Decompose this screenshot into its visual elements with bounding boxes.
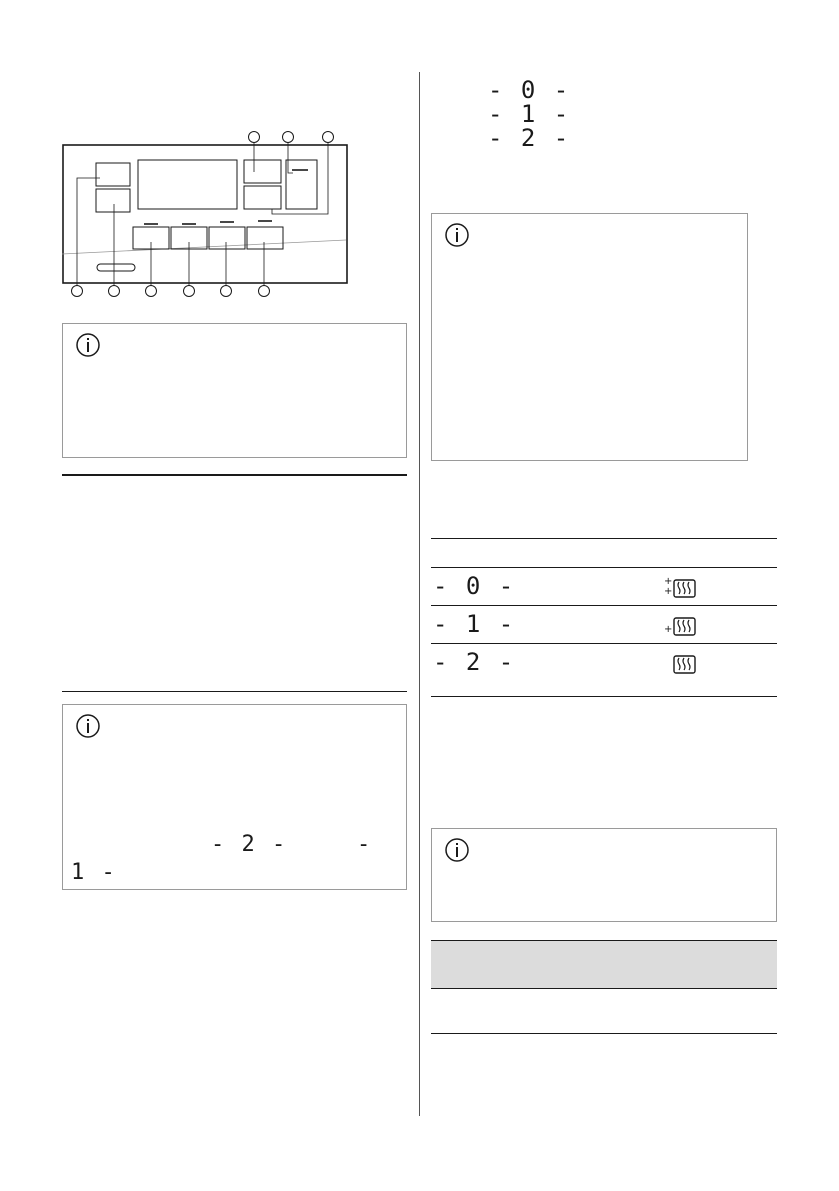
panel-button-tall xyxy=(286,160,317,209)
panel-slot xyxy=(97,264,135,271)
segment-display-level-cont: 1 - xyxy=(71,860,117,885)
table-header-shaded xyxy=(431,940,777,988)
panel-button-top xyxy=(244,160,281,183)
heat-high-icon xyxy=(663,574,703,600)
panel-option-button-4 xyxy=(247,227,283,249)
level-display-0: - 0 - xyxy=(488,76,571,104)
table-segment-2: - 2 - xyxy=(433,648,516,676)
panel-button-2 xyxy=(96,189,130,212)
panel-button-bottom xyxy=(244,186,281,209)
section-rule-thin xyxy=(62,691,407,692)
table-bottom-rule xyxy=(431,696,777,697)
panel-button-1 xyxy=(96,163,130,186)
info-note-3 xyxy=(431,213,748,461)
svg-text:+: + xyxy=(664,586,673,597)
segment-display-dash: - xyxy=(357,832,373,857)
column-separator xyxy=(419,72,420,1116)
info-icon xyxy=(444,837,470,863)
heat-medium-icon xyxy=(663,612,703,638)
info-icon xyxy=(444,222,470,248)
info-note-1 xyxy=(62,323,407,458)
table-row xyxy=(431,568,777,605)
info-note-2 xyxy=(62,704,407,890)
table-row-rule xyxy=(431,988,777,989)
table-row xyxy=(431,606,777,643)
panel-display xyxy=(138,160,237,209)
table-segment-0: - 0 - xyxy=(433,572,516,600)
svg-text:+: + xyxy=(664,624,673,635)
info-icon xyxy=(75,713,101,739)
table-row xyxy=(431,644,777,696)
level-display-2: - 2 - xyxy=(488,124,571,152)
info-icon xyxy=(75,332,101,358)
level-display-1: - 1 - xyxy=(488,100,571,128)
table-bottom-rule xyxy=(431,1033,777,1034)
table-segment-1: - 1 - xyxy=(433,610,516,638)
heat-low-icon xyxy=(663,650,703,676)
svg-text:+: + xyxy=(664,576,673,587)
info-note-4 xyxy=(431,828,777,922)
control-panel-diagram xyxy=(62,130,352,300)
table-header-rule xyxy=(431,538,777,539)
segment-display-level: - 2 - xyxy=(211,832,288,857)
section-rule xyxy=(62,474,407,476)
